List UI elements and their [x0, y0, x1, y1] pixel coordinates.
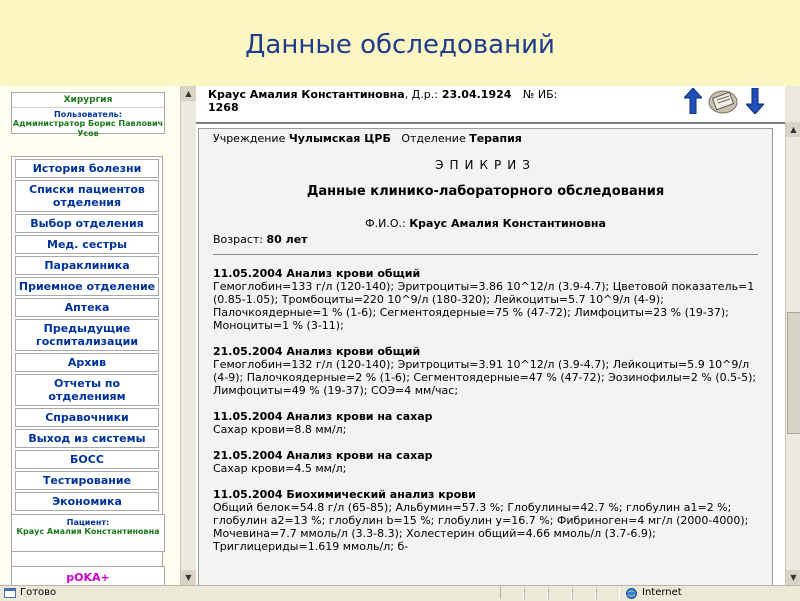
brand-box: [11, 566, 165, 587]
test-results: Сахар крови=8.8 мм/л;: [213, 423, 347, 436]
test-results: Гемоглобин=132 г/л (120-140); Эритроциты=3.91 10^12/л (3.9-4.7); Лейкоциты=5.9 10^9/л (4-9); Палочкоядерные=2 % (1-6); Сегментоядерные=47 % (47-72); Эозинофилы=2 % (0.5-5); Лимфоциты=49 % (19-37); СОЭ=4 мм/час;: [213, 358, 757, 397]
doc-department-name: Терапия: [469, 132, 522, 145]
menu-item-nurses[interactable]: Мед. сестры: [15, 235, 159, 254]
patient-label: Пациент:: [66, 518, 110, 527]
globe-icon: [626, 588, 637, 599]
slide-title: Данные обследований: [245, 30, 555, 60]
header-dob: 23.04.1924: [441, 88, 512, 101]
test-block: [213, 267, 758, 332]
menu-item-reports[interactable]: Отчеты по отделениям: [15, 374, 159, 406]
department-name: Хирургия: [12, 95, 164, 108]
header-ib-label: № ИБ:: [522, 88, 558, 101]
test-header: 21.05.2004 Анализ крови общий: [213, 345, 421, 358]
status-cell: [500, 587, 524, 599]
patient-name: Краус Амалия Константиновна: [16, 527, 160, 536]
age-label: Возраст:: [213, 233, 264, 246]
department-box: [11, 92, 165, 138]
status-cell: [548, 587, 572, 599]
menu-item-select-department[interactable]: Выбор отделения: [15, 214, 159, 233]
document-type: ЭПИКРИЗ: [435, 158, 536, 172]
scroll-down-icon[interactable]: ▼: [786, 570, 800, 585]
page-icon: [4, 588, 16, 598]
patient-header-frame: [196, 86, 785, 122]
test-block: [213, 410, 758, 436]
arrow-down-icon[interactable]: [746, 88, 764, 114]
fio-value: Краус Амалия Константиновна: [409, 217, 606, 230]
zone-text: Internet: [642, 587, 682, 598]
left-frame: [0, 86, 180, 585]
test-results: Гемоглобин=133 г/л (120-140); Эритроциты=3.86 10^12/л (3.9-4.7); Цветовой показатель=1 (0.85-1.05); Тромбоциты=220 10^9/л (180-320); Лейкоциты=5.7 10^9/л (4-9); Палочкоядерные=1 % (1-6); Сегментоядерные=75 % (47-72); Лимфоциты=23 % (19-37); Моноциты=1 % (3-11);: [213, 280, 755, 332]
menu-item-patient-lists[interactable]: Списки пациентов отделения: [15, 180, 159, 212]
patient-header: [208, 88, 638, 114]
scroll-up-icon[interactable]: ▲: [181, 86, 196, 101]
header-ib: 1268: [208, 101, 239, 114]
document-scrollbar[interactable]: [785, 122, 800, 585]
user-label: Пользователь:: [54, 110, 122, 119]
status-text: Готово: [20, 587, 57, 598]
menu-item-economics[interactable]: Экономика: [15, 492, 159, 511]
book-icon[interactable]: [708, 88, 738, 114]
menu-item-history[interactable]: История болезни: [15, 159, 159, 178]
epicrisis-document: [198, 128, 773, 587]
menu-item-archive[interactable]: Архив: [15, 353, 159, 372]
menu-item-paraclinic[interactable]: Параклиника: [15, 256, 159, 275]
header-dob-label: , Д.р.:: [404, 88, 438, 101]
user-name: Администратор Борис Павлович Усов: [12, 119, 164, 138]
arrow-up-icon[interactable]: [684, 88, 702, 114]
status-cell: [596, 587, 620, 599]
status-cell: [572, 587, 596, 599]
age-value: 80 лет: [266, 233, 308, 246]
menu-item-pharmacy[interactable]: Аптека: [15, 298, 159, 317]
test-block: [213, 449, 758, 475]
left-scrollbar[interactable]: [180, 86, 196, 585]
department-label: Отделение: [401, 132, 466, 145]
age-row: [213, 233, 758, 246]
fio-row: [213, 217, 758, 230]
institution-name: Чулымская ЦРБ: [288, 132, 391, 145]
brand-logo: pOKA+: [66, 571, 110, 584]
test-block: [213, 345, 758, 397]
menu-item-admission[interactable]: Приемное отделение: [15, 277, 159, 296]
scroll-down-icon[interactable]: ▼: [181, 570, 196, 585]
test-header: 11.05.2004 Анализ крови общий: [213, 267, 421, 280]
main-menu: [11, 156, 163, 568]
document-frame: [196, 122, 785, 587]
fio-label: Ф.И.О.:: [365, 217, 406, 230]
institution-row: [213, 132, 758, 145]
test-block: [213, 488, 758, 553]
status-bar: [0, 585, 800, 601]
header-patient-name: Краус Амалия Константиновна: [208, 88, 405, 101]
divider: [213, 254, 758, 255]
menu-item-testing[interactable]: Тестирование: [15, 471, 159, 490]
patient-box: [11, 514, 165, 552]
test-results: Общий белок=54.8 г/л (65-85); Альбумин=57.3 %; Глобулины=42.7 %; глобулин а1=2 %; глобулин а2=13 %; глобулин b=15 %; глобулин y=16.7 %; Фибриноген=4 мг/л (2000-4000); Мочевина=7.7 ммоль/л (3.3-8.3); Холестерин общий=4.66 ммоль/л (3.7-6.9); Триглицериды=1.619 ммоль/л; б-: [213, 501, 749, 553]
status-cell: [524, 587, 548, 599]
test-results: Сахар крови=4.5 мм/л;: [213, 462, 347, 475]
test-header: 11.05.2004 Анализ крови на сахар: [213, 410, 433, 423]
institution-label: Учреждение: [213, 132, 286, 145]
slide-title-bar: [0, 0, 800, 86]
menu-item-boss[interactable]: БОСС: [15, 450, 159, 469]
test-header: 11.05.2004 Биохимический анализ крови: [213, 488, 476, 501]
menu-item-references[interactable]: Справочники: [15, 408, 159, 427]
menu-item-previous-stays[interactable]: Предыдущие госпитализации: [15, 319, 159, 351]
document-title: Данные клинико-лабораторного обследования: [306, 184, 665, 199]
scroll-thumb[interactable]: [787, 312, 800, 434]
scroll-up-icon[interactable]: ▲: [786, 122, 800, 137]
header-scrollbar[interactable]: [785, 86, 800, 122]
test-header: 21.05.2004 Анализ крови на сахар: [213, 449, 433, 462]
menu-item-logout[interactable]: Выход из системы: [15, 429, 159, 448]
